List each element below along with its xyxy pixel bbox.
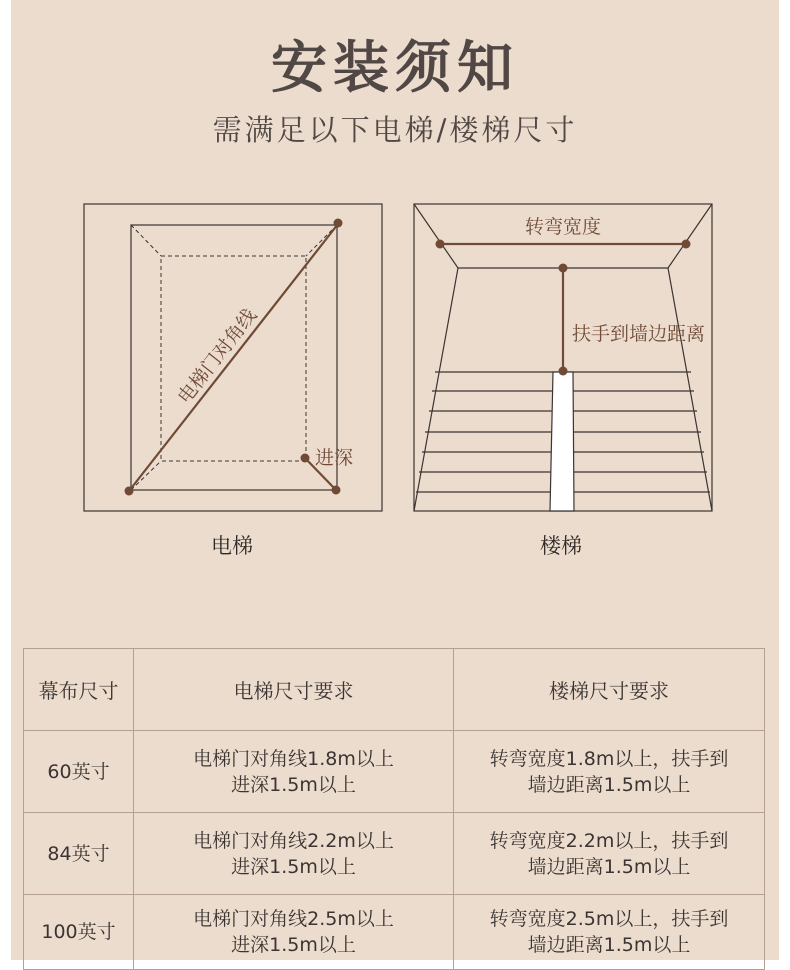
elevator-requirement-line: 电梯门对角线2.2m以上 <box>193 829 394 852</box>
elevator-requirement-line: 进深1.5m以上 <box>231 855 356 878</box>
handrail-bottom-dot <box>559 367 568 376</box>
table-header-row <box>24 649 765 731</box>
screen-size-cell: 84英寸 <box>24 813 134 895</box>
depth-start-dot <box>301 454 310 463</box>
page-title: 安装须知 <box>271 36 519 101</box>
header-stairs-requirement: 楼梯尺寸要求 <box>454 649 765 731</box>
elevator-requirement-line: 进深1.5m以上 <box>231 773 356 796</box>
handrail-distance-label: 扶手到墙边距离 <box>572 323 706 345</box>
table-row <box>24 813 765 895</box>
stairs-requirement-cell <box>454 895 765 970</box>
screen-size-cell: 100英寸 <box>24 895 134 970</box>
diagonal-start-dot <box>125 487 134 496</box>
turn-width-label: 转弯宽度 <box>524 216 602 238</box>
page <box>11 0 779 960</box>
elevator-depth-edge <box>131 225 161 256</box>
stairs-illustration <box>413 200 715 512</box>
turn-width-right-dot <box>682 240 691 249</box>
depth-end-dot <box>332 486 341 495</box>
elevator-illustration <box>83 200 385 512</box>
elevator-requirement-line: 电梯门对角线2.5m以上 <box>193 908 394 930</box>
page-subtitle: 需满足以下电梯/楼梯尺寸 <box>212 113 578 147</box>
elevator-diagonal-line <box>129 224 338 491</box>
header-screen-size: 幕布尺寸 <box>24 649 134 731</box>
table-row <box>24 731 765 813</box>
stairs-requirement-line: 墙边距离1.5m以上 <box>527 855 691 878</box>
stairs-caption: 楼梯 <box>540 534 582 558</box>
elevator-requirement-line: 电梯门对角线1.8m以上 <box>193 747 394 770</box>
stair-handrail <box>550 372 574 511</box>
handrail-top-dot <box>559 264 568 273</box>
elevator-requirement-cell <box>134 731 454 813</box>
header-elevator-requirement: 电梯尺寸要求 <box>134 649 454 731</box>
elevator-diagram <box>83 200 385 560</box>
stairs-requirement-line: 墙边距离1.5m以上 <box>527 773 691 796</box>
turn-width-left-dot <box>436 240 445 249</box>
elevator-requirement-line: 进深1.5m以上 <box>231 934 356 956</box>
elevator-requirement-cell <box>134 813 454 895</box>
elevator-diagonal-label: 电梯门对角线 <box>173 304 262 409</box>
diagonal-end-dot <box>334 219 343 228</box>
stairs-requirement-cell <box>454 813 765 895</box>
screen-size-cell: 60英寸 <box>24 731 134 813</box>
stairs-requirement-line: 转弯宽度2.5m以上，扶手到 <box>489 908 729 930</box>
elevator-depth-edge <box>131 461 161 490</box>
elevator-requirement-cell <box>134 895 454 970</box>
stairs-requirement-cell <box>454 731 765 813</box>
stairs-requirement-line: 墙边距离1.5m以上 <box>527 934 691 956</box>
table-row <box>24 895 765 970</box>
stairs-requirement-line: 转弯宽度2.2m以上，扶手到 <box>489 829 729 852</box>
stair-right-edge <box>668 268 712 511</box>
size-requirements-table <box>23 648 765 970</box>
elevator-depth-label: 进深 <box>315 447 354 469</box>
stairs-diagram <box>413 200 715 560</box>
stair-left-edge <box>414 268 458 511</box>
stairs-requirement-line: 转弯宽度1.8m以上，扶手到 <box>489 747 729 770</box>
elevator-caption: 电梯 <box>211 534 253 558</box>
